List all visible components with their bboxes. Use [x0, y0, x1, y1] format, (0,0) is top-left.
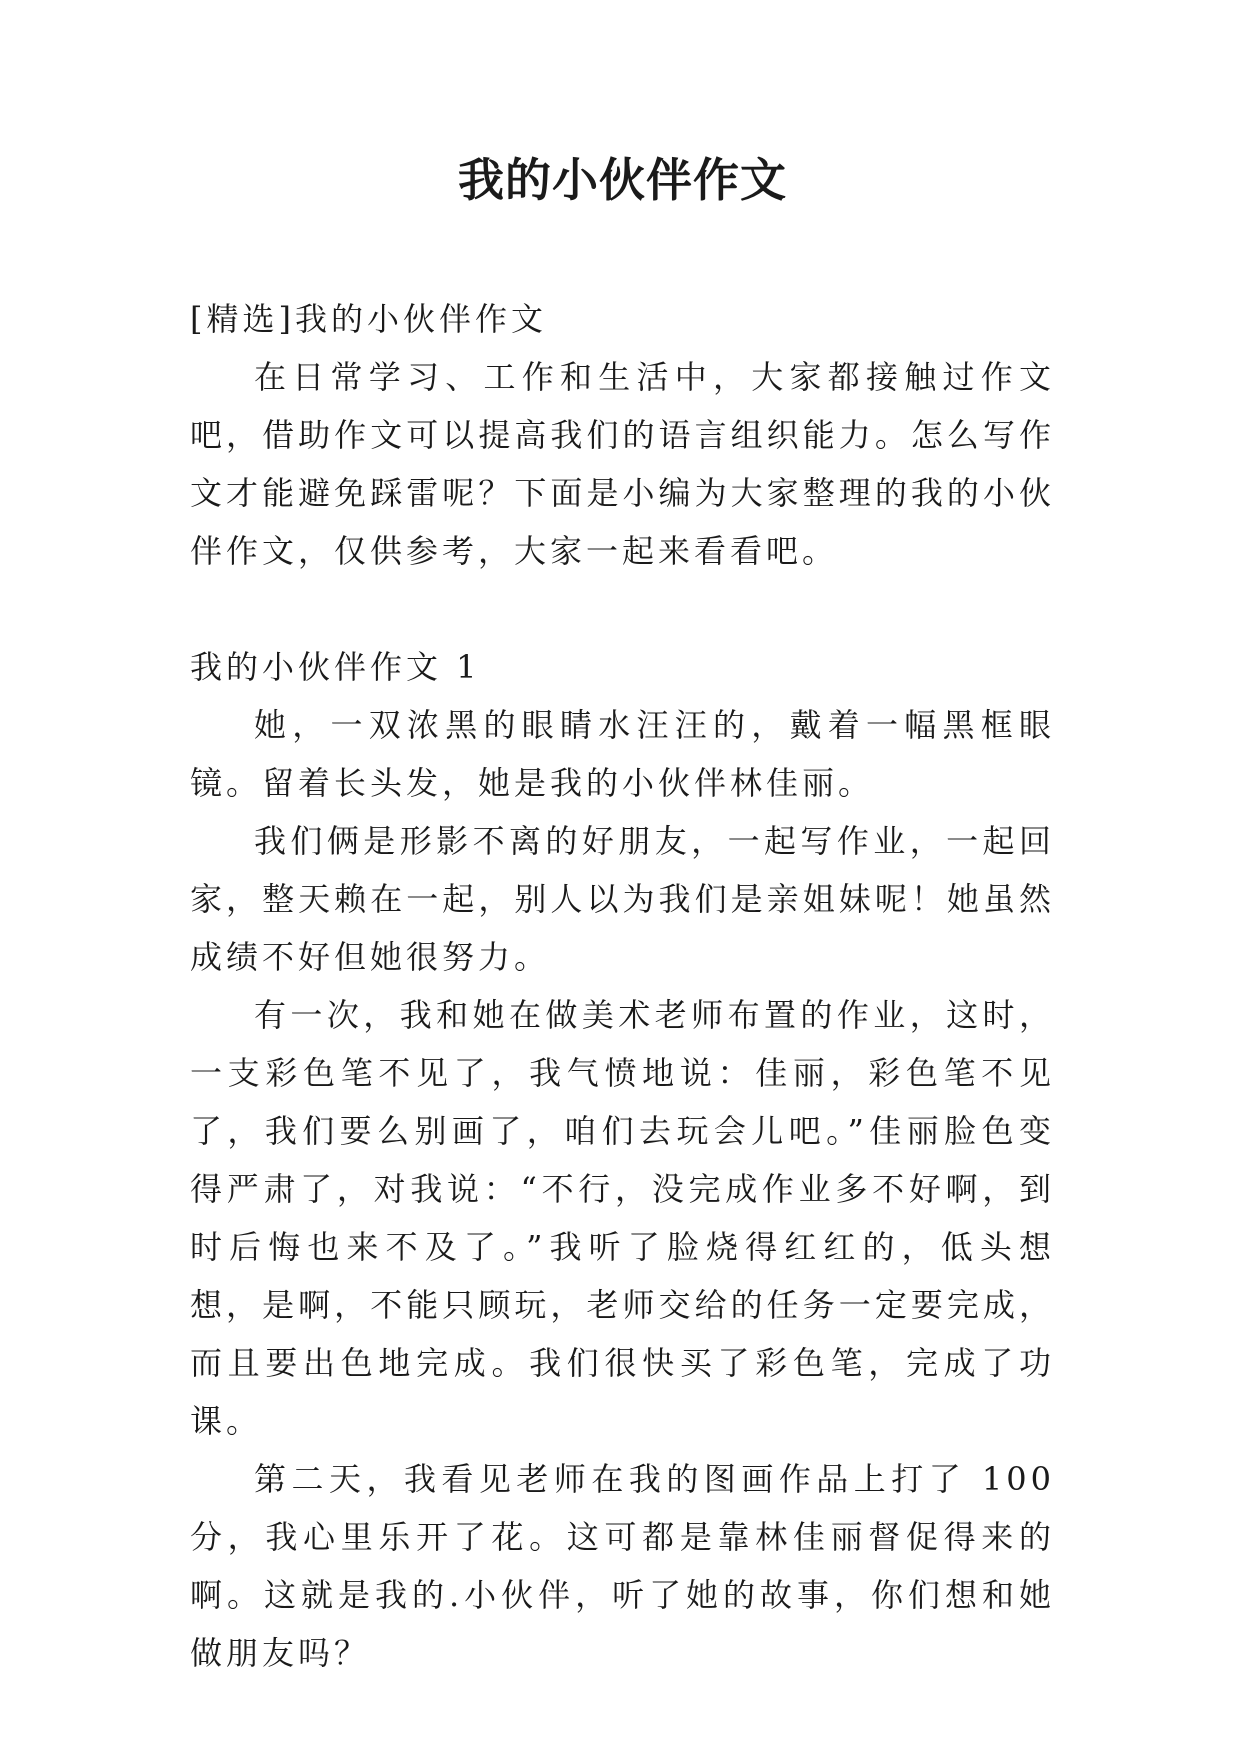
- document-subtitle: [精选]我的小伙伴作文: [190, 300, 547, 338]
- document-body: [190, 290, 1055, 1682]
- body-paragraph: 第二天，我看见老师在我的图画作品上打了 100 分，我心里乐开了花。这可都是靠林佳丽督促得来的啊。这就是我的.小伙伴，听了她的故事，你们想和她做朋友吗？: [190, 1460, 1055, 1672]
- section-heading: 我的小伙伴作文 1: [190, 648, 481, 686]
- document-title: 我的小伙伴作文: [458, 153, 787, 207]
- body-paragraph: 有一次，我和她在做美术老师布置的作业，这时，一支彩色笔不见了，我气愤地说：佳丽，彩色笔不见了，我们要么别画了，咱们去玩会儿吧。”佳丽脸色变得严肃了，对我说：“不行，没完成作业多不好啊，到时后悔也来不及了。”我听了脸烧得红红的，低头想想，是啊，不能只顾玩，老师交给的任务一定要完成，而且要出色地完成。我们很快买了彩色笔，完成了功课。: [190, 996, 1055, 1440]
- body-paragraph: 我们俩是形影不离的好朋友，一起写作业，一起回家，整天赖在一起，别人以为我们是亲姐妹呢！她虽然成绩不好但她很努力。: [190, 822, 1055, 976]
- intro-paragraph: 在日常学习、工作和生活中，大家都接触过作文吧，借助作文可以提高我们的语言组织能力。怎么写作文才能避免踩雷呢？下面是小编为大家整理的我的小伙伴作文，仅供参考，大家一起来看看吧。: [190, 358, 1055, 570]
- paragraph-gap: [190, 580, 1055, 638]
- body-paragraph: 她，一双浓黑的眼睛水汪汪的，戴着一幅黑框眼镜。留着长头发，她是我的小伙伴林佳丽。: [190, 706, 1055, 802]
